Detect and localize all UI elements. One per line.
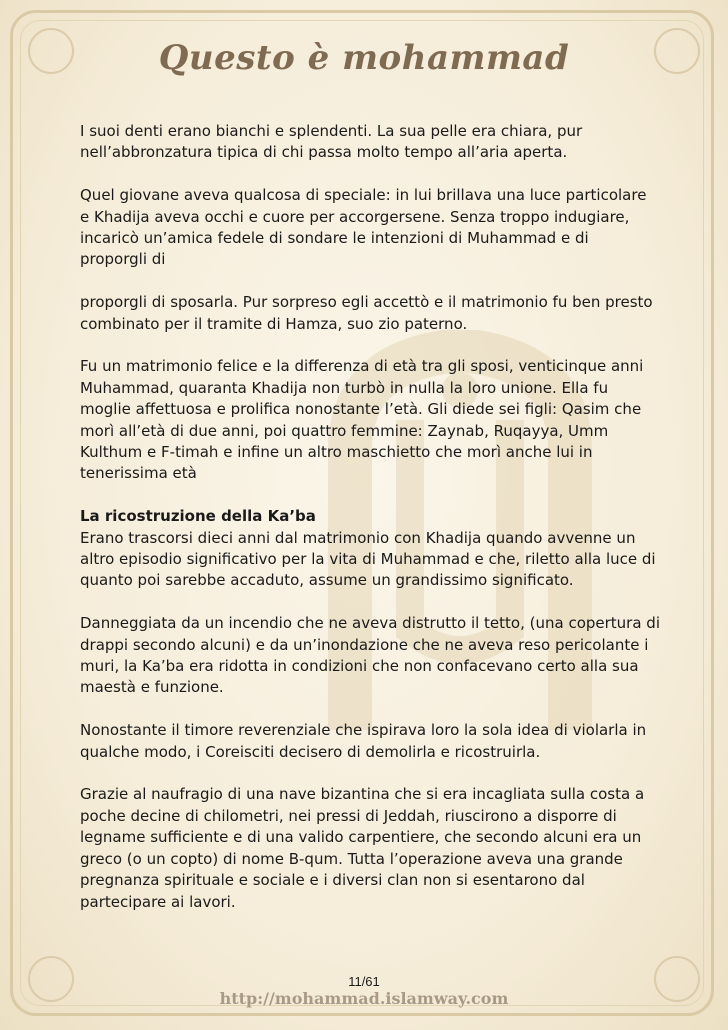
paragraph: Fu un matrimonio felice e la differenza di età tra gli sposi, venticinque anni Muhammad, quaranta Khadija non turbò in nulla la loro unione. Ella fu moglie affettuosa e prolifica nonostante l’età. Gli diede sei figli: Qasim che morì all’età di due anni, poi quattro femmine: Zaynab, Ruqayya, Umm Kulthum e F-timah e infine un altro maschietto che morì anche lui in tenerissima età bbox=[80, 357, 644, 483]
paragraph: proporgli di sposarla. Pur sorpreso egli accettò e il matrimonio fu ben presto combinato per il tramite di Hamza, suo zio paterno. bbox=[80, 293, 653, 333]
paragraph: Quel giovane aveva qualcosa di speciale: in lui brillava una luce particolare e Khadija aveva occhi e cuore per accorgersene. Senza troppo indugiare, incaricò un’amica fedele di sondare le intenzioni di Muhammad e di proporgli di bbox=[80, 186, 647, 269]
paragraph: Grazie al naufragio di una nave bizantina che si era incagliata sulla costa a poche decine di chilometri, nei pressi di Jeddah, riuscirono a disporre di legname sufficiente e di una valido carpentiere, che secondo alcuni era un greco (o un copto) di nome B-qum. Tutta l’operazione aveva una grande pregnanza spirituale e sociale e i diversi clan non si esentarono dal partecipare ai lavori. bbox=[80, 785, 645, 911]
footer-url: http://mohammad.islamway.com bbox=[219, 989, 509, 1008]
paragraph: I suoi denti erano bianchi e splendenti. La sua pelle era chiara, pur nell’abbronzatura tipica di chi passa molto tempo all’aria aperta. bbox=[80, 122, 583, 162]
paragraph: Erano trascorsi dieci anni dal matrimonio con Khadija quando avvenne un altro episodio significativo per la vita di Muhammad e che, riletto alla luce di quanto poi sarebbe accaduto, assume un grandissimo significato. bbox=[80, 528, 656, 590]
paragraph: Nonostante il timore reverenziale che ispirava loro la sola idea di violarla in qualche modo, i Coreisciti decisero di demolirla e ricostruirla. bbox=[80, 721, 647, 761]
page-number: 11/61 bbox=[348, 974, 380, 989]
page-header-title: Questo è mohammad bbox=[158, 38, 570, 78]
document-body bbox=[80, 121, 660, 934]
paragraph: Danneggiata da un incendio che ne aveva distrutto il tetto, (una copertura di drappi secondo alcuni) e da un’inondazione che ne aveva reso pericolante i muri, la Ka’ba era ridotta in condizioni che non confacevano certo alla sua maestà e funzione. bbox=[80, 614, 660, 697]
section-heading: La ricostruzione della Ka’ba bbox=[80, 507, 316, 526]
